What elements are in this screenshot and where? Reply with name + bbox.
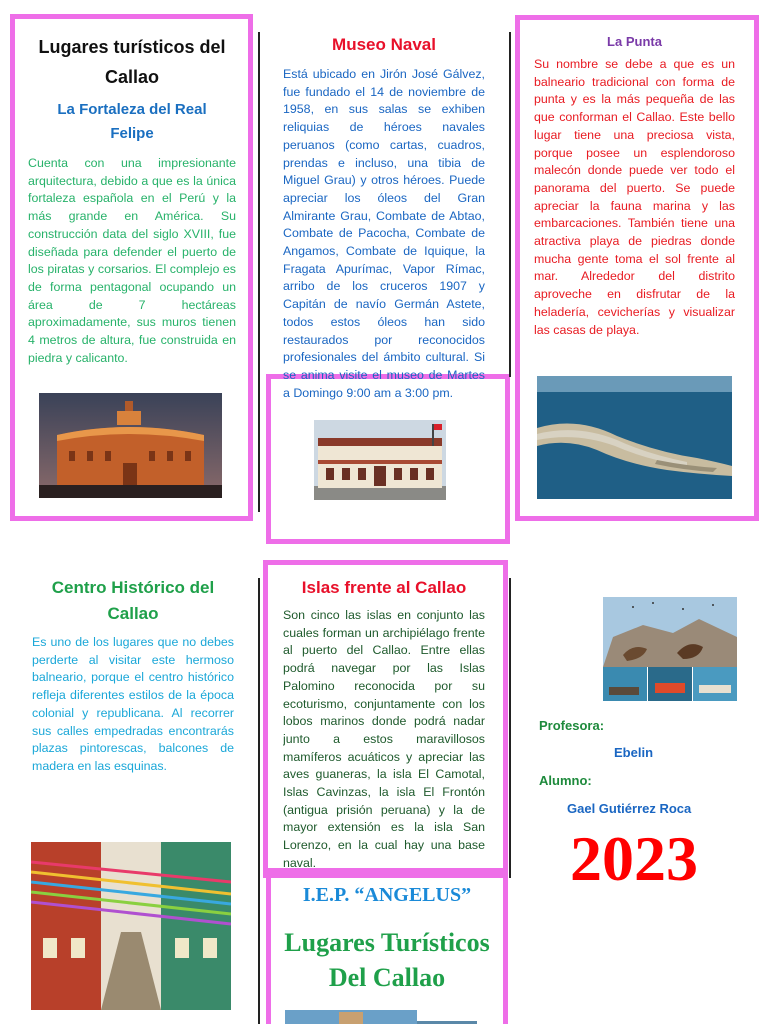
- panel-centro-historico: [32, 575, 234, 776]
- section-text: Son cinco las islas en conjunto las cuales forman un archipiélago frente al puerto del Callao. Entre ellas podrá navegar por las Islas Palomino reconocida por su ecoturismo, conjuntamente con los lobos marinos donde podrá nadar junto a estos maravillosos mamíferos acuáticos y apreciar las aves guaneras, la isla El Camotal, Islas Cavinzas, la isla El Frontón (antigua prisión peruana) y la de mayor extensión es la isla San Lorenzo, en la cual hay una base naval.: [283, 608, 485, 870]
- panel-la-punta: [534, 34, 735, 339]
- section-title: La Punta: [607, 34, 662, 49]
- panel-museo-naval: [283, 35, 485, 402]
- section-text: Es uno de los lugares que no debes perderte al visitar este hermoso balneario, porque el centro histórico refleja diferentes estilos de la época colonial y republicana. Al recorrer sus calles empedradas encontrarás plazas pintorescas, balcones de madera en las esquinas.: [32, 635, 234, 773]
- fold-line: [509, 578, 511, 878]
- fold-line: [509, 32, 511, 377]
- student-name: Gael Gutiérrez Roca: [567, 801, 692, 816]
- section-title: Centro Histórico del Callao: [51, 578, 215, 623]
- teacher-name: Ebelin: [614, 745, 654, 760]
- fold-line: [258, 32, 260, 512]
- section-text: Cuenta con una impresionante arquitectura, debido a que es la única fortaleza española en el Perú y la más grande en América. Su construcción data del siglo XVIII, fue diseñada para defender el puerto de los piratas y corsarios. El complejo es de forma pentagonal ocupando un área de 7 hectáreas aproximadamente, sus muros tienen 4 metros de altura, fue construida en piedra y calicanto.: [28, 156, 236, 365]
- section-text: Su nombre se debe a que es un balneario tradicional con forma de punta y es la más pequeña de las que conforman el Callao. Este bello lugar tiene una preciosa vista, porque posee un esplendoroso malecón donde puede ver todo el panorama del puerto. Se puede apreciar la fauna marina y las embarcaciones. También tiene una atractiva playa de piedras donde mucha gente toma el sol frente al mar. Alrededor del distrito aproveche en disfrutar de la heladería, cevicherías y visualizar las casas de playa.: [534, 57, 735, 337]
- cover-photo-right: [417, 1016, 477, 1024]
- fold-line: [258, 578, 260, 1024]
- fortaleza-photo: [39, 393, 222, 498]
- student-label: Alumno:: [539, 773, 592, 788]
- section-title: Museo Naval: [332, 35, 436, 54]
- sea-lions-photo: [603, 597, 737, 667]
- cover-title: Lugares Turísticos Del Callao: [284, 928, 490, 992]
- brochure-title: Lugares turísticos del Callao: [38, 37, 226, 87]
- year: 2023: [570, 823, 698, 894]
- la-punta-photo: [537, 376, 732, 499]
- teacher-label: Profesora:: [539, 718, 605, 733]
- museo-naval-photo: [314, 420, 446, 500]
- section-subtitle: La Fortaleza del Real Felipe: [57, 101, 207, 142]
- centro-historico-photo: [31, 842, 231, 1010]
- cover-photo-left: [285, 1010, 417, 1024]
- panel-islas: [283, 578, 485, 870]
- section-text: Está ubicado en Jirón José Gálvez, fue fundado el 14 de noviembre de 1958, en sus salas se exhiben reliquias de héroes navales peruanos (como cartas, cuadros, prendas e incluso, una tibia de Miguel Grau) y otros héroes. Puede apreciar los óleos del Gran Almirante Grau, Combate de Abtao, Combate de Pacocha, Combate de Angamos, Combate de Iquique, la Fragata Apurímac, Vapor Rímac, arribo de los cruceros 1907 y Capitán de navío Germán Astete, todos estos óleos han sido restaurados por reconocidos profesionales del ámbito cultural. Si se anima visite el museo de Martes a Domingo 9:00 am a 3:00 pm.: [283, 67, 485, 400]
- school-name: I.E.P. “ANGELUS”: [302, 884, 472, 906]
- section-title: Islas frente al Callao: [301, 578, 467, 597]
- panel-fortaleza: [28, 32, 236, 367]
- islands-photo-strip: [603, 667, 737, 701]
